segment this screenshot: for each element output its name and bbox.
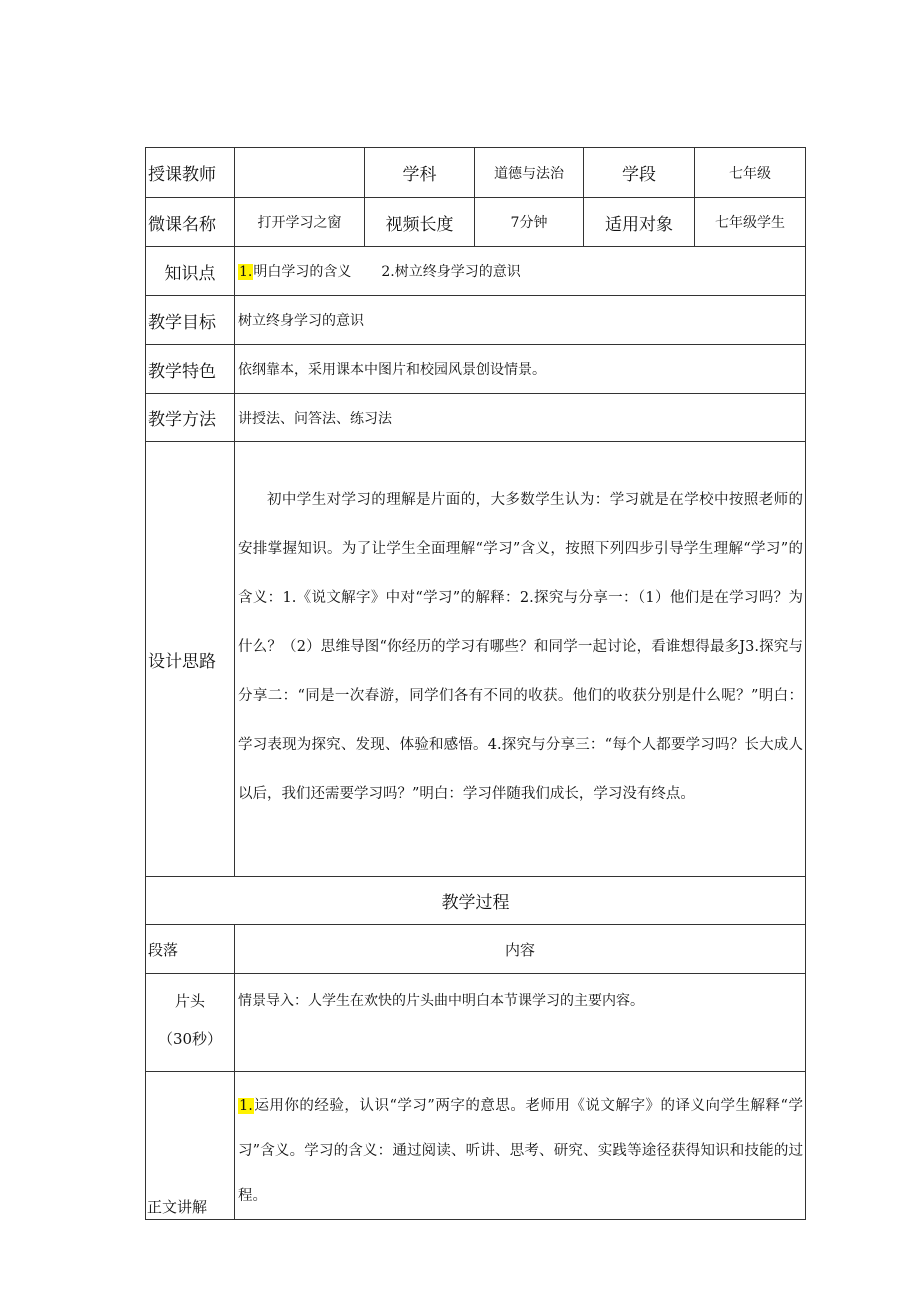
design-row <box>146 442 806 877</box>
feature-row <box>146 345 806 394</box>
main-segment: 正文讲解 <box>146 1072 235 1220</box>
intro-segment-title: 片头 <box>174 992 205 1010</box>
main-item-number: 1. <box>239 1098 253 1114</box>
process-title: 教学过程 <box>146 877 806 925</box>
feature-value: 依纲靠本，采用课本中图片和校园风景创设情景。 <box>235 345 806 394</box>
main-content-cell <box>235 1072 806 1220</box>
design-text: 初中学生对学习的理解是片面的，大多数学生认为：学习就是在学校中按照老师的安排掌握知识。为了让学生全面理解“学习”含义，按照下列四步引导学生理解“学习”的含义：1.《说文解字》中对“学习”的解释：2.探究与分享一：（1）他们是在学习吗？为什么？（2）思维导图“你经历的学习有哪些？和同学一起讨论，看谁想得最多J3.探究与分享二：“同是一次春游，同学们各有不同的收获。他们的收获分别是什么呢？”明白：学习表现为探究、发现、体验和感悟。4.探究与分享三：“每个人都要学习吗？长大成人以后，我们还需要学习吗？”明白：学习伴随我们成长，学习没有终点。 <box>238 492 803 802</box>
intro-segment-cell <box>146 974 235 1072</box>
stage-value: 七年级 <box>695 148 806 198</box>
process-header-row <box>146 925 806 974</box>
video-length-label: 视频长度 <box>365 198 475 247</box>
knowledge-item1-number: 1. <box>239 264 253 280</box>
audience-label: 适用对象 <box>584 198 695 247</box>
intro-row <box>146 974 806 1072</box>
info-row-1 <box>146 148 806 198</box>
course-name-label: 微课名称 <box>146 198 235 247</box>
info-row-2 <box>146 198 806 247</box>
course-name-value: 打开学习之窗 <box>235 198 365 247</box>
goal-value: 树立终身学习的意识 <box>235 296 806 345</box>
lesson-plan-table <box>145 147 806 1220</box>
intro-segment-duration: （30秒） <box>157 1030 223 1048</box>
knowledge-label: 知识点 <box>146 247 235 296</box>
goal-label: 教学目标 <box>146 296 235 345</box>
process-title-row <box>146 877 806 925</box>
method-value: 讲授法、问答法、练习法 <box>235 394 806 442</box>
subject-label: 学科 <box>365 148 475 198</box>
stage-label: 学段 <box>584 148 695 198</box>
knowledge-row <box>146 247 806 296</box>
subject-value: 道德与法治 <box>475 148 584 198</box>
goal-row <box>146 296 806 345</box>
method-row <box>146 394 806 442</box>
method-label: 教学方法 <box>146 394 235 442</box>
knowledge-item2-text: 2.树立终身学习的意识 <box>381 264 521 280</box>
video-length-value: 7分钟 <box>475 198 584 247</box>
teacher-label: 授课教师 <box>146 148 235 198</box>
segment-column-header: 段落 <box>146 925 235 974</box>
intro-content: 情景导入：人学生在欢快的片头曲中明白本节课学习的主要内容。 <box>235 974 806 1072</box>
knowledge-value <box>235 247 806 296</box>
audience-value: 七年级学生 <box>695 198 806 247</box>
main-row <box>146 1072 806 1220</box>
knowledge-item1-text: 明白学习的含义 <box>253 264 352 280</box>
design-text-cell <box>235 442 806 877</box>
teacher-value <box>235 148 365 198</box>
content-column-header: 内容 <box>235 925 806 974</box>
feature-label: 教学特色 <box>146 345 235 394</box>
design-label: 设计思路 <box>146 442 235 877</box>
lesson-plan-sheet <box>145 147 805 1220</box>
main-content: 运用你的经验，认识“学习”两字的意思。老师用《说文解字》的译义向学生解释“学习”含义。学习的含义：通过阅读、听讲、思考、研究、实践等途径获得知识和技能的过程。 <box>238 1098 803 1204</box>
